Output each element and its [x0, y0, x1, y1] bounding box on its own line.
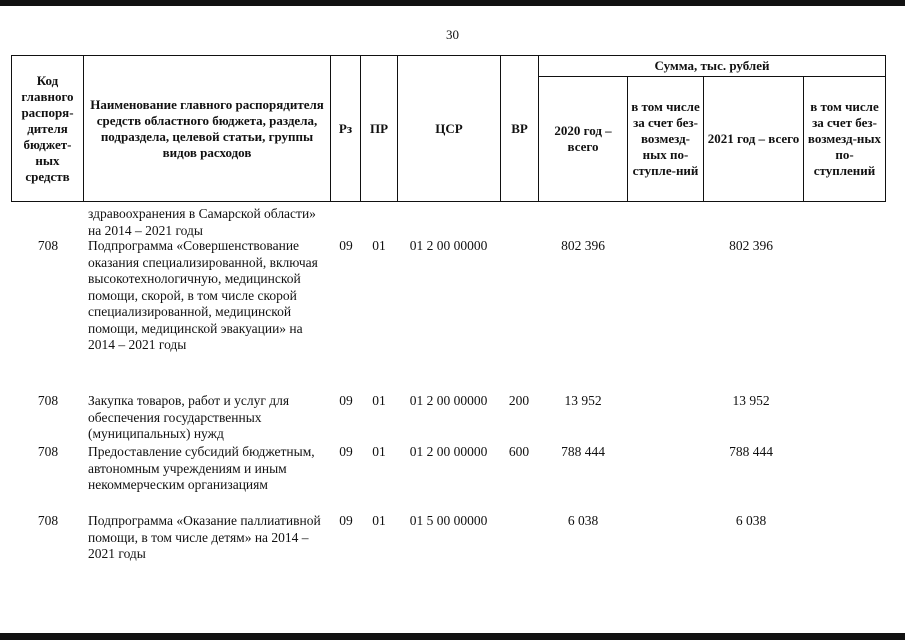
header-2020-total: 2020 год – всего	[539, 77, 628, 202]
cell-sum-2021: 6 038	[735, 513, 767, 528]
cell-rz: 09	[339, 444, 353, 459]
cell-code: 708	[37, 393, 59, 408]
cell-name: Подпрограмма «Совершенствование оказания специализированной, включая высокотехнологичную, медицинской помощи, скорой, в том числе скорой специализированной, медицинской помощи, медицинской эвакуации» на 2014 – 2021 годы	[88, 238, 318, 352]
header-vr: ВР	[501, 56, 539, 202]
cell-name: Закупка товаров, работ и услуг для обеспечения государственных (муниципальных) нужд	[88, 393, 290, 441]
cell-sum-2021: 788 444	[729, 444, 773, 459]
bottom-border-bar	[0, 633, 905, 640]
cell-code: 708	[37, 513, 59, 528]
cell-vr: 600	[508, 444, 530, 459]
page-number: 30	[446, 27, 459, 42]
cell-sum-2020: 802 396	[561, 238, 605, 253]
cell-sum-2021: 13 952	[732, 393, 770, 408]
cell-pr: 01	[372, 513, 386, 528]
header-sum: Сумма, тыс. рублей	[539, 56, 886, 77]
cell-sum-2020: 6 038	[567, 513, 599, 528]
header-name: Наименование главного распорядителя средств областного бюджета, раздела, подраздела, целевой статьи, группы видов расходов	[84, 56, 331, 202]
cell-name: Подпрограмма «Оказание паллиативной помощи, в том числе детям» на 2014 – 2021 годы	[88, 513, 321, 561]
cell-sum-2020: 788 444	[561, 444, 605, 459]
header-code: Код главного распоря-дителя бюджет-ных средств	[12, 56, 84, 202]
cell-sum-2021: 802 396	[729, 238, 773, 253]
cell-csr: 01 2 00 00000	[409, 238, 488, 253]
cell-code: 708	[37, 444, 59, 459]
top-border-bar	[0, 0, 905, 6]
cell-csr: 01 2 00 00000	[409, 444, 488, 459]
cell-rz: 09	[339, 238, 353, 253]
header-2021-total: 2021 год – всего	[704, 77, 804, 202]
continuation-text: здравоохранения в Самарской области» на 2014 – 2021 годы	[88, 206, 316, 238]
cell-sum-2020: 13 952	[564, 393, 602, 408]
cell-pr: 01	[372, 238, 386, 253]
cell-pr: 01	[372, 393, 386, 408]
cell-code: 708	[37, 238, 59, 253]
cell-rz: 09	[339, 513, 353, 528]
header-pr: ПР	[361, 56, 398, 202]
cell-vr: 200	[508, 393, 530, 408]
header-csr: ЦСР	[398, 56, 501, 202]
cell-name: Предоставление субсидий бюджетным, автономным учреждениям и иным некоммерческим организациям	[88, 444, 315, 492]
header-2020-free: в том числе за счет без-возмезд-ных по-ступле-ний	[628, 77, 704, 202]
header-2021-free: в том числе за счет без-возмезд-ных по-ступлений	[804, 77, 886, 202]
cell-csr: 01 5 00 00000	[409, 513, 488, 528]
cell-pr: 01	[372, 444, 386, 459]
table-header	[11, 55, 886, 202]
cell-csr: 01 2 00 00000	[409, 393, 488, 408]
cell-rz: 09	[339, 393, 353, 408]
header-rz: Рз	[331, 56, 361, 202]
